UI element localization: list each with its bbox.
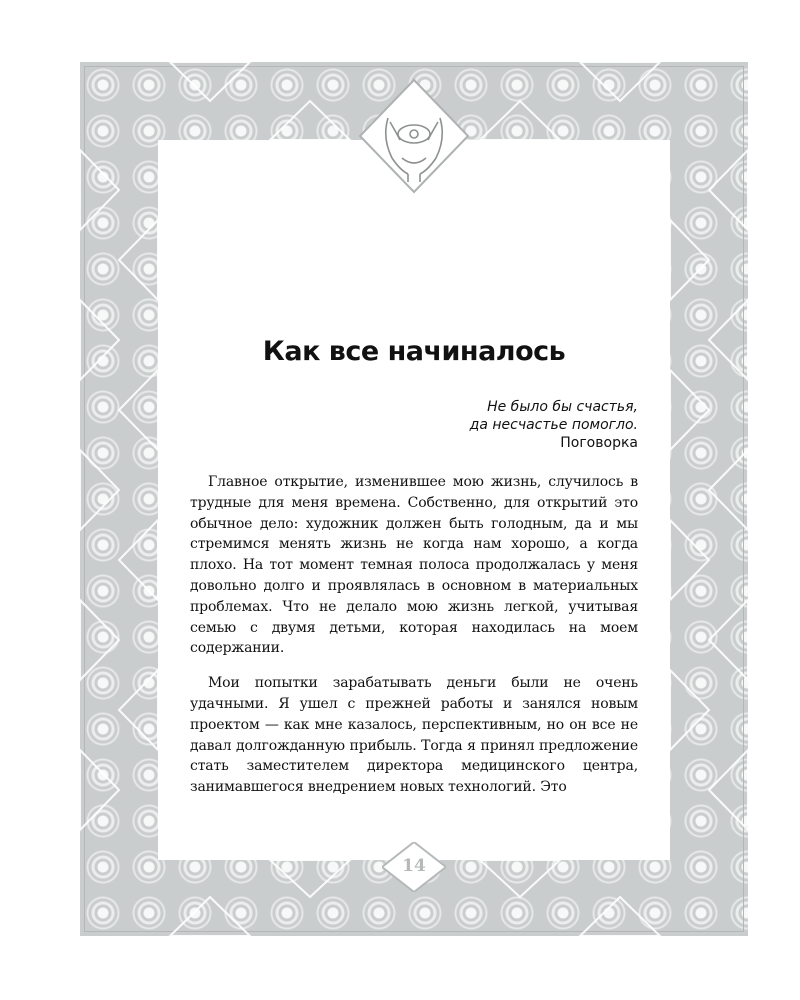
body-text	[190, 472, 638, 812]
epigraph	[470, 398, 638, 452]
epigraph-line-2: да несчастье помогло.	[469, 417, 638, 433]
page-number: 14	[402, 856, 426, 876]
epigraph-source: Поговорка	[560, 435, 638, 451]
chapter-title: Как все начиналось	[262, 336, 566, 367]
paragraph: Мои попытки зарабатывать деньги были не очень удачными. Я ушел с прежней работы и занялся новым проектом — как мне казалось, перспективным, но он все не давал долгожданную прибыль. Тогда я принял предложение стать заместителем директора медицинского центра, занимавшегося внедрением новых технологий. Это	[190, 675, 638, 796]
hands-eye-icon	[358, 78, 470, 194]
paragraph: Главное открытие, изменившее мою жизнь, случилось в трудные для меня времена. Собственно, для открытий это обычное дело: художник должен быть голодным, да и мы стремимся менять жизнь не когда нам хорошо, а когда плохо. На тот момент темная полоса продолжалась у меня довольно долго и проявлялась в основном в материальных проблемах. Что не делало мою жизнь легкой, учитывая семью с двумя детьми, которая находилась на моем содержании.	[190, 474, 638, 657]
epigraph-line-1: Не было бы счастья,	[487, 399, 638, 415]
